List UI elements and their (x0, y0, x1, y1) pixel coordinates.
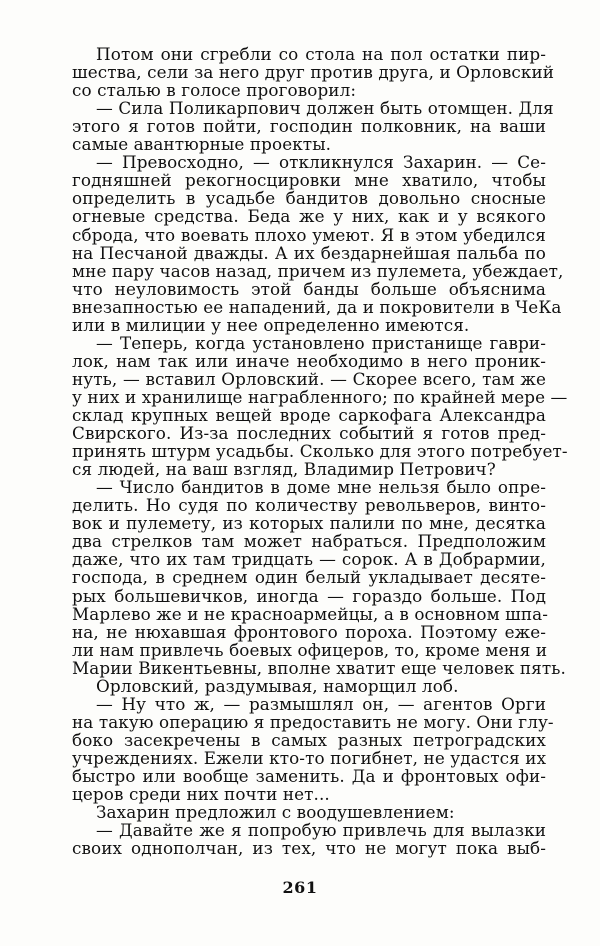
text-line: — Число бандитов в доме мне нельзя было опре- (96, 477, 546, 498)
text-line: или в милиции у нее определенно имеются. (72, 314, 470, 335)
text-line: определить в усадьбе бандитов довольно сносные (72, 188, 546, 209)
text-line: Свирского. Из-за последних событий я готов пред- (72, 423, 546, 444)
text-line: огневые средства. Беда же у них, как и у всякого (72, 206, 546, 227)
text-line: лок, нам так или иначе необходимо в него проник- (72, 350, 546, 371)
text-line: вок и пулемету, из которых палили по мне, десятка (72, 513, 546, 534)
text-line: Потом они сгребли со стола на пол остатки пир- (96, 44, 546, 64)
text-line: быстро или вообще заменить. Да и фронтовых офи- (72, 766, 546, 786)
text-line: у них и хранилище награбленного; по крайней мере — (72, 386, 568, 407)
text-line: — Превосходно, — откликнулся Захарин. — Се- (96, 152, 546, 173)
text-line: мне пару часов назад, причем из пулемета, убеждает, (72, 260, 564, 281)
text-line: склад крупных вещей вроде саркофага Александра (72, 405, 546, 425)
text-line: самые авантюрные проекты. (72, 134, 332, 155)
text-line: — Давайте же я попробую привлечь для вылазки (96, 820, 546, 841)
text-line: Марлево же и не красноармейцы, а в основном шпа- (72, 603, 549, 624)
text-line: внезапностью ее нападений, да и покровители в ЧеКа (72, 296, 562, 317)
text-line: боко засекречены в самых разных петроградских (72, 729, 546, 750)
text-line: годняшней рекогносцировки мне хватило, чтобы (72, 170, 546, 191)
text-line: делить. Но судя по количеству револьверов, винто- (72, 495, 546, 516)
text-line: Захарин предложил с воодушевлением: (96, 802, 455, 823)
text-line: Марии Викентьевны, вполне хватит еще человек пять. (72, 657, 566, 678)
text-line: что неуловимость этой банды больше объяснима (72, 278, 546, 299)
text-line: со сталью в голосе проговорил: (72, 80, 357, 101)
text-line: церов среди них почти нет... (72, 784, 330, 805)
text-line: два стрелков там может набраться. Предположим (72, 531, 546, 552)
text-line: даже, что их там тридцать — сорок. А в Добрармии, (72, 549, 546, 570)
text-line: этого я готов пойти, господин полковник, на ваши (72, 116, 546, 137)
text-line: нуть, — вставил Орловский. — Скорее всего, там же (72, 368, 546, 389)
page-number: 261 (282, 878, 318, 897)
text-line: принять штурм усадьбы. Сколько для этого потребует- (72, 441, 568, 462)
text-line: на такую операцию я предоставить не могу. Они глу- (72, 711, 554, 732)
text-line: — Ну что ж, — размышлял он, — агентов Орги (96, 693, 546, 714)
text-line: ся людей, на ваш взгляд, Владимир Петрович? (72, 459, 496, 480)
text-line: господа, в среднем один белый укладывает десяте- (72, 567, 546, 588)
text-line: на, не нюхавшая фронтового пороха. Поэтому еже- (72, 621, 546, 642)
text-line: — Сила Поликарпович должен быть отомщен. Для (96, 98, 554, 119)
text-line: рых большевичков, иногда — гораздо больше. Под (72, 585, 546, 606)
text-line: на Песчаной дважды. А их бездарнейшая пальба по (72, 242, 546, 263)
text-line: учреждениях. Ежели кто-то погибнет, не удастся их (72, 747, 547, 768)
text-line: шества, сели за него друг против друга, и Орловский (72, 62, 555, 83)
text-line: сброда, что воевать плохо умеют. Я в этом убедился (72, 224, 546, 245)
text-line: — Теперь, когда установлено пристанище гаври- (96, 332, 546, 353)
text-line: Орловский, раздумывая, наморщил лоб. (96, 675, 459, 696)
text-line: своих однополчан, из тех, что не могут пока выб- (72, 838, 546, 859)
text-line: ли нам привлечь боевых офицеров, то, кроме меня и (72, 639, 548, 660)
